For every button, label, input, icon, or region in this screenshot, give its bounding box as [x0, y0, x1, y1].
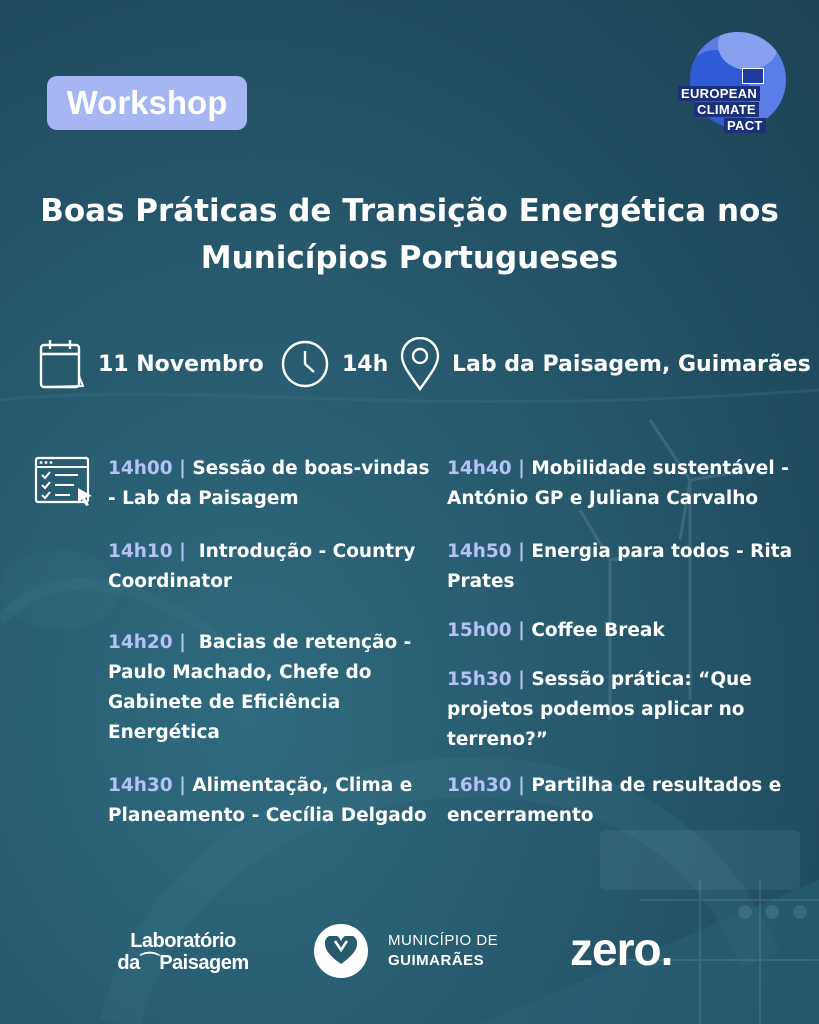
agenda-text: Mobilidade sustentável -	[531, 458, 789, 479]
agenda-icon	[34, 456, 94, 506]
agenda-text: terreno?”	[447, 729, 548, 750]
agenda-text: Prates	[447, 571, 515, 592]
agenda-text: Planeamento - Cecília Delgado	[108, 805, 427, 826]
pact-word-1: EUROPEAN	[678, 86, 760, 101]
clock-icon	[280, 339, 330, 389]
agenda-text: Sessão prática: “Que	[531, 669, 752, 690]
agenda-text: Partilha de resultados e	[531, 775, 782, 796]
agenda-time: 14h50	[447, 541, 512, 562]
european-climate-pact-logo	[676, 32, 788, 140]
agenda-item: 14h20 | Bacias de retenção - Paulo Machado, Chefe do Gabinete de Eficiência Energética	[108, 628, 411, 748]
agenda-text: Sessão de boas-vindas	[192, 458, 430, 479]
agenda-text: Bacias de retenção -	[198, 632, 412, 653]
agenda-time: 14h40	[447, 458, 512, 479]
agenda-item: 15h00 | Coffee Break	[447, 620, 665, 641]
agenda-item: 14h10 | Introdução - Country Coordinator	[108, 537, 415, 597]
agenda-text: Introdução - Country	[198, 541, 416, 562]
agenda-time: 16h30	[447, 775, 512, 796]
laboratorio-da-paisagem-logo	[108, 930, 258, 974]
title-line-2: Municípios Portugueses	[200, 240, 619, 276]
agenda-text: Alimentação, Clima e	[192, 775, 413, 796]
event-location: Lab da Paisagem, Guimarães	[452, 351, 811, 377]
municipio-line-1: MUNICÍPIO DE	[388, 932, 499, 949]
agenda-text: projetos podemos aplicar no	[447, 699, 745, 720]
agenda-time: 14h20	[108, 632, 173, 653]
agenda-text: Energia para todos - Rita	[531, 541, 793, 562]
agenda-text: Coffee Break	[531, 620, 665, 641]
agenda-text: - Lab da Paisagem	[108, 488, 299, 509]
agenda-text: Gabinete de Eficiência	[108, 692, 341, 713]
municipio-guimaraes-logo	[314, 924, 498, 978]
event-time: 14h	[342, 351, 389, 377]
pact-word-3: PACT	[724, 118, 766, 133]
agenda-item: 14h00 | Sessão de boas-vindas - Lab da Paisagem	[108, 454, 430, 514]
zero-logo: zero.	[570, 923, 673, 975]
eu-flag-icon	[742, 68, 764, 84]
calendar-icon	[38, 338, 84, 390]
agenda-item: 16h30 | Partilha de resultados e encerramento	[447, 771, 781, 831]
agenda-text: António GP e Juliana Carvalho	[447, 488, 759, 509]
agenda-text: encerramento	[447, 805, 594, 826]
agenda-time: 14h00	[108, 458, 173, 479]
title-line-1: Boas Práticas de Transição Energética nos	[40, 193, 779, 229]
pact-word-2: CLIMATE	[694, 102, 759, 117]
info-date	[38, 338, 264, 390]
agenda-item: 14h40 | Mobilidade sustentável - António GP e Juliana Carvalho	[447, 454, 789, 514]
agenda-text: Energética	[108, 722, 220, 743]
info-time	[280, 338, 388, 390]
agenda-item: 14h30 | Alimentação, Clima e Planeamento - Cecília Delgado	[108, 771, 427, 831]
location-pin-icon	[400, 337, 440, 391]
page-title	[40, 188, 779, 282]
event-date: 11 Novembro	[98, 351, 264, 377]
lab-logo-line-1: Laboratório	[130, 930, 236, 952]
info-location	[400, 338, 811, 390]
agenda-item: 14h50 | Energia para todos - Rita Prates	[447, 537, 792, 597]
heart-icon	[314, 924, 368, 978]
agenda-time: 14h10	[108, 541, 173, 562]
lab-logo-line-2: da⌒Paisagem	[117, 952, 249, 974]
municipio-line-2: GUIMARÃES	[388, 952, 485, 969]
agenda-time: 14h30	[108, 775, 173, 796]
agenda-time: 15h00	[447, 620, 512, 641]
agenda-time: 15h30	[447, 669, 512, 690]
agenda-item: 15h30 | Sessão prática: “Que projetos podemos aplicar no terreno?”	[447, 665, 752, 755]
workshop-badge: Workshop	[47, 76, 247, 130]
agenda-text: Coordinator	[108, 571, 233, 592]
agenda-text: Paulo Machado, Chefe do	[108, 662, 372, 683]
